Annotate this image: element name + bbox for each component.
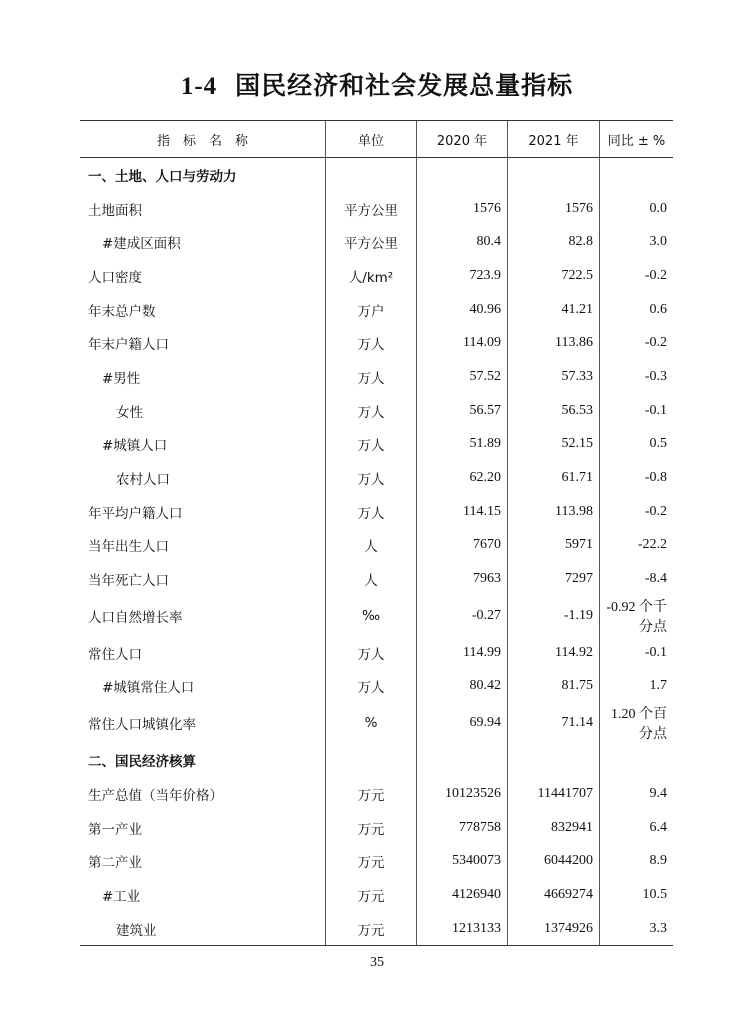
indicator-name: 年末总户数 (88, 303, 156, 320)
value-2020: 62.20 (417, 461, 508, 495)
indicator-name: #城镇常住人口 (102, 680, 195, 697)
page-number: 35 (370, 955, 384, 970)
value-2020: 7963 (417, 562, 508, 596)
section-row (80, 158, 673, 192)
value-2021: 722.5 (508, 259, 600, 293)
indicator-name: 第一产业 (88, 821, 142, 838)
value-2020: 69.94 (417, 703, 508, 743)
yoy-change: 3.3 (600, 912, 674, 946)
indicator-name: #工业 (102, 888, 141, 905)
table-row (80, 636, 673, 670)
header-yoy: 同比 ± % (600, 121, 674, 158)
value-2020: 51.89 (417, 428, 508, 462)
value-2020: -0.27 (417, 596, 508, 636)
indicator-name: 人口自然增长率 (88, 609, 183, 626)
yoy-change: -0.2 (600, 259, 674, 293)
unit-cell: 万户 (326, 293, 417, 327)
table-row (80, 293, 673, 327)
unit-cell: 平方公里 (326, 192, 417, 226)
yoy-change: 1.20 个百分点 (600, 703, 674, 743)
indicator-name: 女性 (116, 404, 143, 421)
page-title (0, 66, 754, 102)
indicator-name: 一、土地、人口与劳动力 (88, 168, 237, 185)
value-2021: 57.33 (508, 360, 600, 394)
indicator-name: 年平均户籍人口 (88, 505, 183, 522)
value-2020: 57.52 (417, 360, 508, 394)
yoy-change: 1.7 (600, 670, 674, 704)
table-number: 1-4 (180, 73, 218, 100)
table-row (80, 777, 673, 811)
value-2020: 7670 (417, 529, 508, 563)
unit-cell (326, 158, 417, 192)
table-row (80, 225, 673, 259)
table-row (80, 259, 673, 293)
table-row (80, 703, 673, 743)
indicator-name: 农村人口 (116, 472, 170, 489)
value-2020: 40.96 (417, 293, 508, 327)
unit-cell: 万元 (326, 878, 417, 912)
yoy-change: -0.2 (600, 495, 674, 529)
indicator-name: 年末户籍人口 (88, 337, 169, 354)
yoy-change: -22.2 (600, 529, 674, 563)
unit-cell: ‰ (326, 596, 417, 636)
value-2020: 1213133 (417, 912, 508, 946)
value-2020: 723.9 (417, 259, 508, 293)
table-row (80, 360, 673, 394)
yoy-change (600, 158, 674, 192)
value-2020: 5340073 (417, 844, 508, 878)
unit-cell: 万人 (326, 394, 417, 428)
indicator-name: #城镇人口 (102, 438, 168, 455)
header-2020: 2020 年 (417, 121, 508, 158)
indicator-table (80, 120, 673, 946)
table-row (80, 461, 673, 495)
unit-cell: 人/km² (326, 259, 417, 293)
table-row (80, 562, 673, 596)
section-row (80, 743, 673, 777)
table-row (80, 394, 673, 428)
unit-cell: 万元 (326, 844, 417, 878)
unit-cell: 万人 (326, 636, 417, 670)
yoy-change: -0.3 (600, 360, 674, 394)
table-row (80, 844, 673, 878)
unit-cell: 万元 (326, 912, 417, 946)
yoy-change: 0.0 (600, 192, 674, 226)
table-row (80, 428, 673, 462)
table-row (80, 529, 673, 563)
table-row (80, 811, 673, 845)
yoy-change: 6.4 (600, 811, 674, 845)
yoy-change: -0.1 (600, 394, 674, 428)
value-2020 (417, 743, 508, 777)
value-2020: 114.09 (417, 326, 508, 360)
value-2021: 61.71 (508, 461, 600, 495)
yoy-change: 10.5 (600, 878, 674, 912)
value-2021: 1374926 (508, 912, 600, 946)
value-2021: 113.86 (508, 326, 600, 360)
value-2020: 4126940 (417, 878, 508, 912)
value-2020: 114.15 (417, 495, 508, 529)
yoy-change: -8.4 (600, 562, 674, 596)
table-row (80, 326, 673, 360)
yoy-change: -0.1 (600, 636, 674, 670)
value-2021 (508, 743, 600, 777)
yoy-change: 0.5 (600, 428, 674, 462)
value-2021: 82.8 (508, 225, 600, 259)
unit-cell: 人 (326, 529, 417, 563)
header-indicator-name: 指 标 名 称 (80, 121, 326, 158)
value-2020: 114.99 (417, 636, 508, 670)
value-2021: 5971 (508, 529, 600, 563)
value-2021: 52.15 (508, 428, 600, 462)
indicator-name: 土地面积 (88, 202, 142, 219)
value-2020: 80.4 (417, 225, 508, 259)
unit-cell: % (326, 703, 417, 743)
value-2021: 56.53 (508, 394, 600, 428)
header-unit: 单位 (326, 121, 417, 158)
unit-cell (326, 743, 417, 777)
table-row (80, 192, 673, 226)
unit-cell: 人 (326, 562, 417, 596)
value-2020: 56.57 (417, 394, 508, 428)
indicator-name: 建筑业 (80, 912, 326, 946)
unit-cell: 万元 (326, 777, 417, 811)
indicator-name: 常住人口城镇化率 (88, 717, 196, 734)
value-2020: 1576 (417, 192, 508, 226)
unit-cell: 万人 (326, 461, 417, 495)
unit-cell: 万元 (326, 811, 417, 845)
value-2021: 7297 (508, 562, 600, 596)
yoy-change (600, 743, 674, 777)
indicator-name: 当年死亡人口 (88, 573, 169, 590)
yoy-change: -0.92 个千分点 (600, 596, 674, 636)
value-2020: 80.42 (417, 670, 508, 704)
indicator-name: #建成区面积 (102, 236, 181, 253)
yoy-change: -0.2 (600, 326, 674, 360)
table-row (80, 596, 673, 636)
indicator-name: 人口密度 (88, 269, 142, 286)
value-2021: 6044200 (508, 844, 600, 878)
value-2021: 81.75 (508, 670, 600, 704)
header-2021: 2021 年 (508, 121, 600, 158)
table-row (80, 495, 673, 529)
value-2020: 778758 (417, 811, 508, 845)
yoy-change: 9.4 (600, 777, 674, 811)
value-2021: 113.98 (508, 495, 600, 529)
value-2021: 11441707 (508, 777, 600, 811)
yoy-change: -0.8 (600, 461, 674, 495)
yoy-change: 0.6 (600, 293, 674, 327)
value-2021: 4669274 (508, 878, 600, 912)
value-2021: 41.21 (508, 293, 600, 327)
table-title: 国民经济和社会发展总量指标 (235, 71, 574, 100)
indicator-name: 常住人口 (88, 646, 142, 663)
value-2021: 71.14 (508, 703, 600, 743)
value-2021: -1.19 (508, 596, 600, 636)
indicator-name: 生产总值（当年价格） (88, 787, 223, 804)
indicator-name: #男性 (102, 370, 141, 387)
value-2021: 114.92 (508, 636, 600, 670)
unit-cell: 万人 (326, 428, 417, 462)
table-row (80, 670, 673, 704)
value-2021 (508, 158, 600, 192)
value-2020: 10123526 (417, 777, 508, 811)
value-2021: 832941 (508, 811, 600, 845)
indicator-name: 第二产业 (88, 855, 142, 872)
yoy-change: 8.9 (600, 844, 674, 878)
table-header-row (80, 121, 673, 158)
unit-cell: 万人 (326, 326, 417, 360)
unit-cell: 平方公里 (326, 225, 417, 259)
indicator-name: 当年出生人口 (88, 539, 169, 556)
unit-cell: 万人 (326, 360, 417, 394)
value-2021: 1576 (508, 192, 600, 226)
indicator-name: 二、国民经济核算 (88, 754, 196, 771)
value-2020 (417, 158, 508, 192)
table-row (80, 912, 673, 946)
unit-cell: 万人 (326, 670, 417, 704)
table-row (80, 878, 673, 912)
yoy-change: 3.0 (600, 225, 674, 259)
unit-cell: 万人 (326, 495, 417, 529)
